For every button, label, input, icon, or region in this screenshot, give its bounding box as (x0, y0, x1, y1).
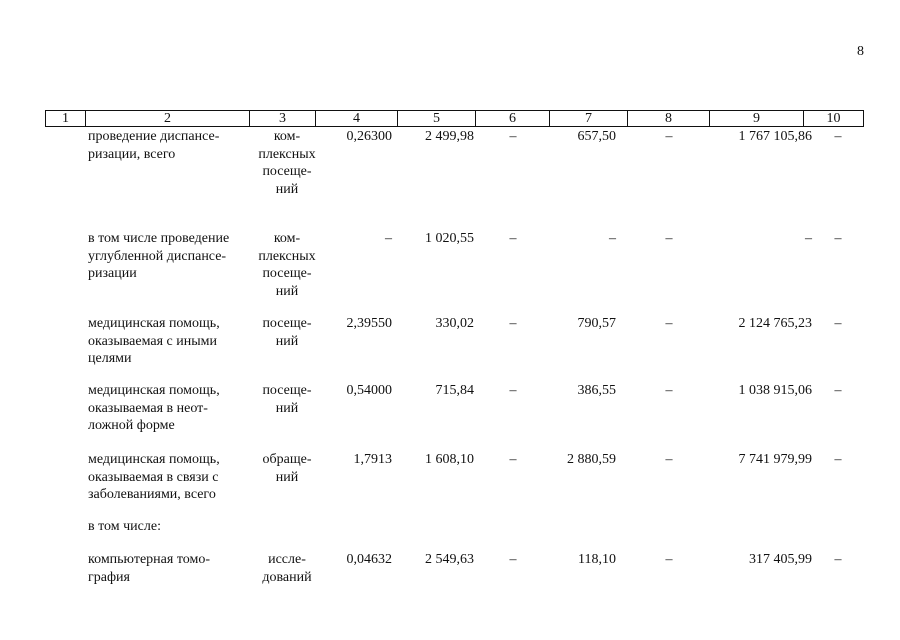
cell-col-8: – (665, 452, 673, 467)
unit-line: ком- (273, 231, 301, 246)
cell-col-10: – (834, 383, 842, 398)
service-name (88, 128, 242, 163)
unit-line: ний (275, 181, 299, 197)
unit-line: дований (262, 569, 312, 585)
unit-line: посеще- (262, 383, 312, 398)
cell-col-7: 118,10 (578, 552, 616, 567)
cell-col-10: – (834, 452, 842, 467)
unit-line: ний (275, 400, 299, 416)
header-col-1: 1 (46, 111, 86, 127)
cell-col-8: – (665, 231, 673, 246)
unit-line: ний (275, 283, 299, 299)
service-name-line: ложной форме (88, 418, 175, 433)
unit-line: посеще- (262, 266, 312, 281)
cell-col-9: 317 405,99 (749, 552, 812, 567)
service-name (88, 518, 242, 536)
unit-line: посеще- (262, 164, 312, 179)
cell-col-5: 2 549,63 (425, 552, 474, 567)
page-number: 8 (857, 44, 864, 59)
cell-col-10: – (834, 552, 842, 567)
header-col-3: 3 (250, 111, 316, 127)
cell-col-4: 0,04632 (346, 552, 392, 567)
cell-col-6: – (509, 452, 517, 467)
unit-line: плексных (258, 248, 316, 264)
cell-col-4: – (385, 231, 392, 246)
service-name (88, 315, 242, 368)
header-col-7: 7 (550, 111, 628, 127)
header-col-9: 9 (710, 111, 804, 127)
service-name-line: целями (88, 351, 132, 366)
service-name-line: оказываемая с иными (88, 333, 217, 349)
cell-col-7: 657,50 (577, 129, 616, 144)
service-name (88, 382, 242, 435)
service-name-line: компьютерная томо- (88, 552, 211, 567)
cell-col-7: 386,55 (577, 383, 616, 398)
header-col-10: 10 (804, 111, 864, 127)
unit-line: ний (275, 469, 299, 485)
cell-col-5: 330,02 (435, 316, 474, 331)
unit-line: посеще- (262, 316, 312, 331)
cell-col-9: 2 124 765,23 (738, 316, 812, 331)
service-name-line: медицинская помощь, (88, 316, 220, 331)
cell-col-6: – (509, 129, 517, 144)
cell-col-5: 1 020,55 (425, 231, 474, 246)
header-col-8: 8 (628, 111, 710, 127)
cell-col-6: – (509, 383, 517, 398)
cell-col-7: 790,57 (577, 316, 616, 331)
cell-col-8: – (665, 316, 673, 331)
service-name (88, 230, 242, 283)
cell-col-9: 7 741 979,99 (738, 452, 812, 467)
cell-col-9: 1 038 915,06 (738, 383, 812, 398)
cell-col-5: 715,84 (435, 383, 474, 398)
cell-col-9: 1 767 105,86 (738, 129, 812, 144)
unit-line: ком- (273, 129, 301, 144)
cell-col-10: – (834, 129, 842, 144)
cell-col-4: 0,54000 (346, 383, 392, 398)
cell-col-5: 1 608,10 (425, 452, 474, 467)
service-name-line: медицинская помощь, (88, 383, 220, 398)
cell-col-6: – (509, 316, 517, 331)
service-name-line: медицинская помощь, (88, 452, 220, 467)
service-name (88, 451, 242, 504)
service-name-line: графия (88, 569, 130, 585)
service-name-line: проведение диспансе- (88, 129, 220, 144)
cell-col-6: – (509, 231, 517, 246)
service-name (88, 551, 242, 586)
service-name-line: заболеваниями, всего (88, 487, 216, 502)
cell-col-8: – (665, 552, 673, 567)
header-col-2: 2 (86, 111, 250, 127)
cell-col-4: 0,26300 (346, 129, 392, 144)
header-col-4: 4 (316, 111, 398, 127)
header-col-6: 6 (476, 111, 550, 127)
cell-col-10: – (834, 316, 842, 331)
cell-col-8: – (665, 129, 673, 144)
service-name-line: в том числе проведение (88, 231, 230, 246)
service-name-line: оказываемая в неот- (88, 400, 208, 416)
cell-col-4: 1,7913 (353, 452, 392, 467)
cell-col-7: – (609, 231, 616, 246)
cell-col-8: – (665, 383, 673, 398)
cell-col-9: – (805, 231, 812, 246)
cell-col-10: – (834, 231, 842, 246)
header-col-5: 5 (398, 111, 476, 127)
cell-col-4: 2,39550 (346, 316, 392, 331)
cell-col-5: 2 499,98 (425, 129, 474, 144)
service-name-line: в том числе: (88, 519, 161, 534)
cell-col-6: – (509, 552, 517, 567)
service-name-line: оказываемая в связи с (88, 469, 219, 485)
unit-line: иссле- (268, 552, 306, 567)
unit-line: плексных (258, 146, 316, 162)
service-name-line: ризации (88, 266, 137, 281)
service-name-line: ризации, всего (88, 146, 176, 162)
service-name-line: углубленной диспансе- (88, 248, 227, 264)
cell-col-7: 2 880,59 (567, 452, 616, 467)
unit-line: обраще- (262, 452, 312, 467)
unit-line: ний (275, 333, 299, 349)
